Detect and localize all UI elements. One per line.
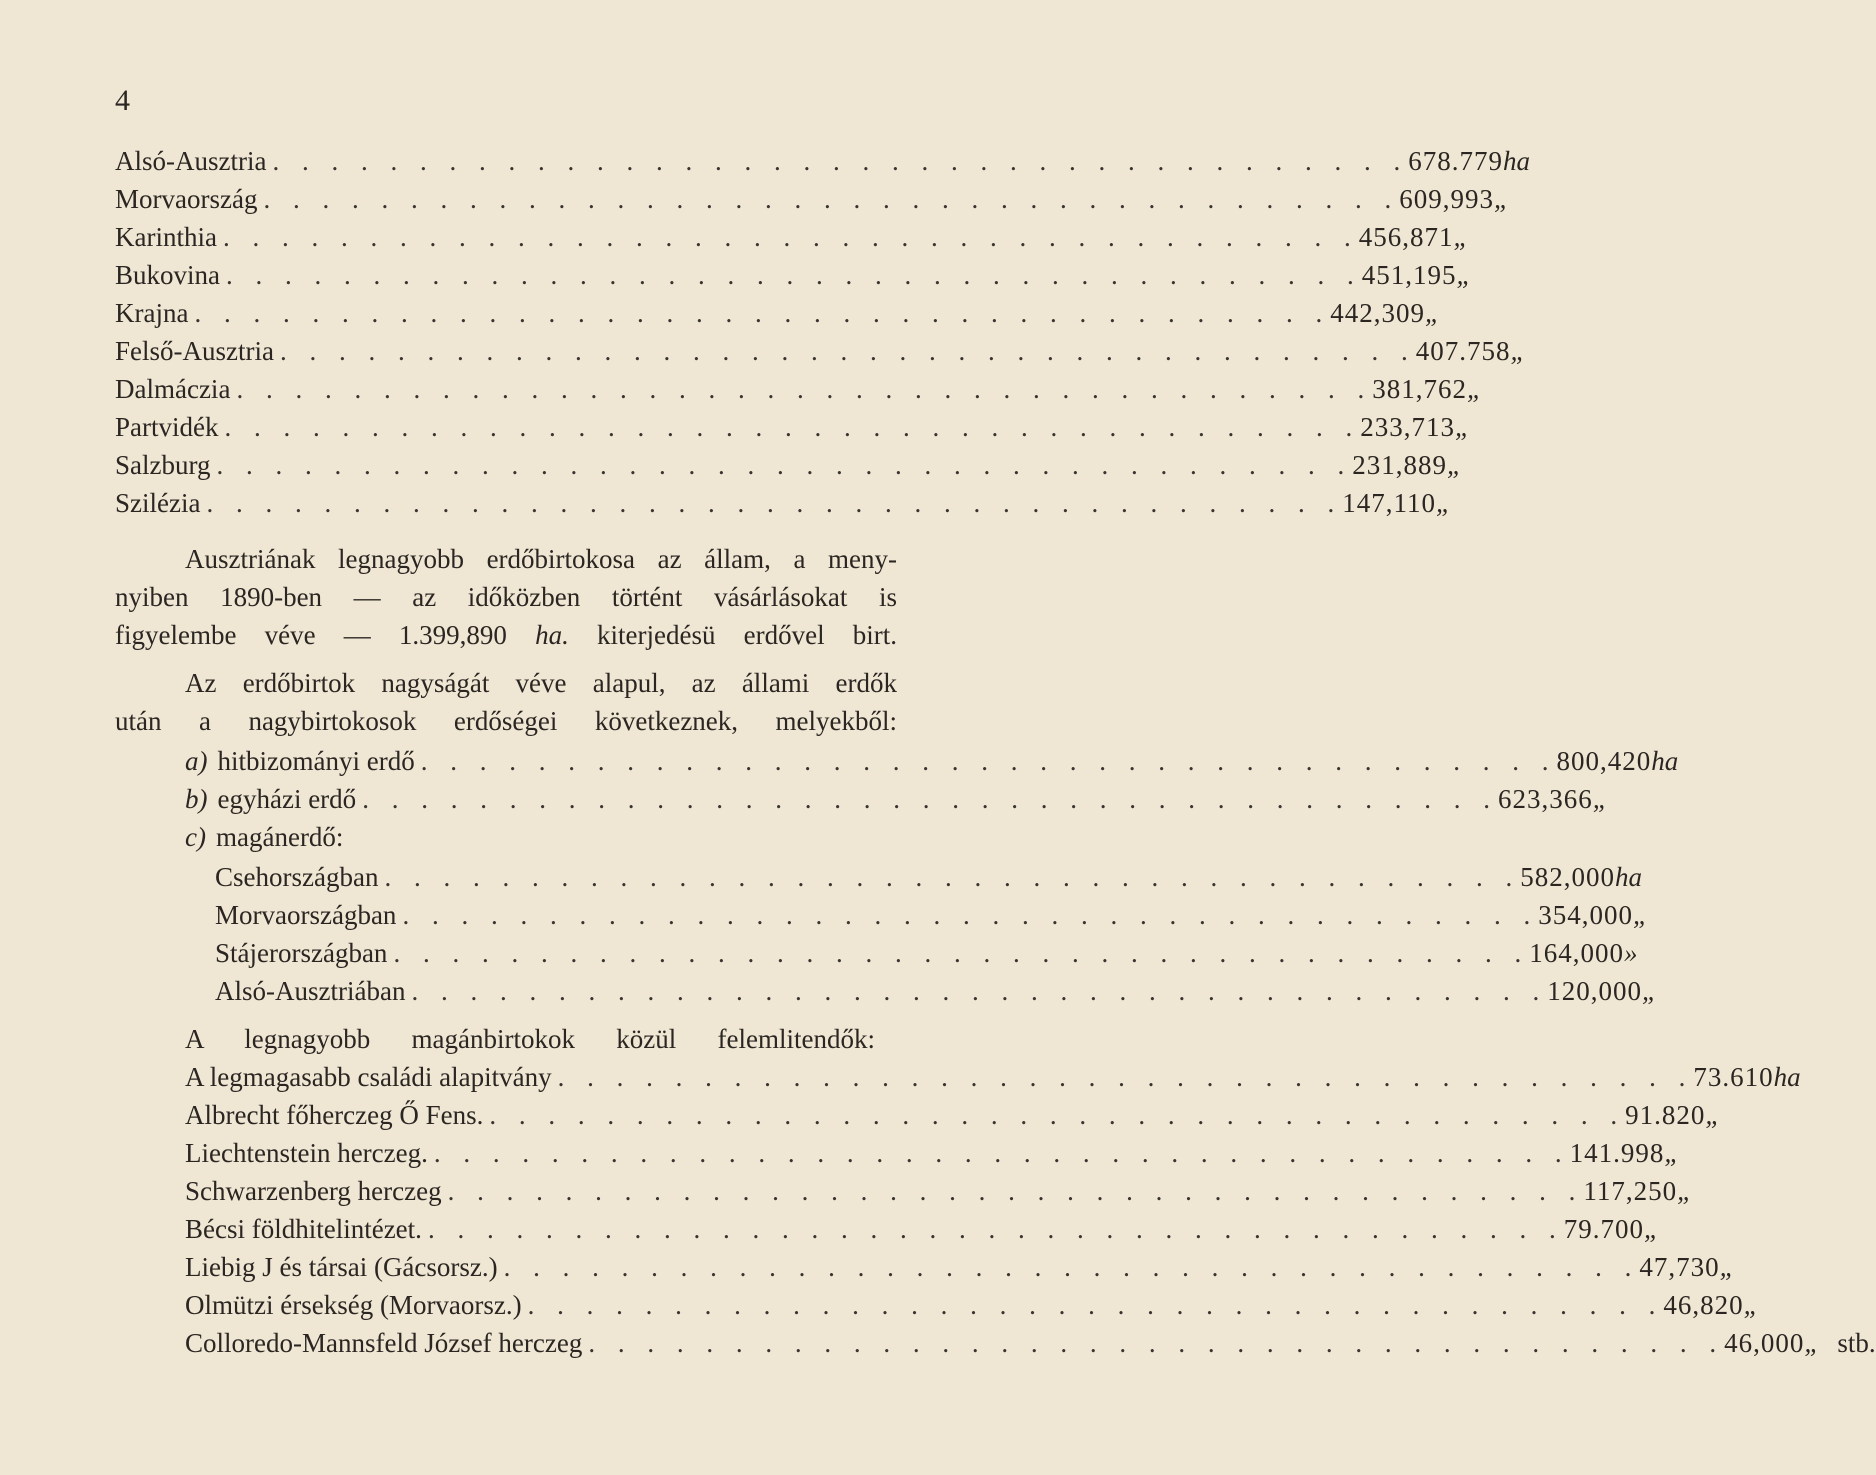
dot-leader: . . . . . . . . . . . . . . . . . . . . . . . . . . . . . . . . . . . . . . . bbox=[489, 1100, 1626, 1130]
estate-row-value: 47,730 bbox=[1639, 1252, 1720, 1282]
estate-row bbox=[185, 1286, 1759, 1324]
region-row bbox=[115, 218, 1469, 256]
dot-leader: . . . . . . . . . . . . . . . . . . . . . . . . . . . . . . . . . . . . . . . bbox=[402, 900, 1539, 930]
private-forest-row bbox=[215, 858, 1642, 896]
estate-row-label: Bécsi földhitelintézet. bbox=[185, 1214, 422, 1244]
dot-leader: . . . . . . . . . . . . . . . . . . . . . . . . . . . . . . . . . . . . . . . bbox=[362, 784, 1498, 814]
paragraph-1-line-3 bbox=[115, 616, 897, 654]
dot-leader: . . . . . . . . . . . . . . . . . . . . . . . . . . . . . . . . . . . . . . . bbox=[216, 450, 1353, 480]
category-row-marker: c) bbox=[185, 822, 206, 852]
estate-row-value: 46,000 bbox=[1724, 1328, 1805, 1358]
region-row-label: Dalmáczia bbox=[115, 374, 231, 404]
category-row-label: hitbizományi erdő bbox=[217, 746, 415, 776]
private-forest-row-unit: „ bbox=[1641, 976, 1657, 1006]
dot-leader: . . . . . . . . . . . . . . . . . . . . . . . . . . . . . . . . . . . . . . . bbox=[427, 1214, 1564, 1244]
private-forest-row-label: Stájerországban bbox=[215, 938, 388, 968]
region-row-label: Felső-Ausztria bbox=[115, 336, 274, 366]
estate-row bbox=[185, 1210, 1659, 1248]
region-row-value: 231,889 bbox=[1352, 450, 1447, 480]
region-row-label: Karinthia bbox=[115, 222, 217, 252]
estate-row-unit: „ bbox=[1719, 1252, 1735, 1282]
private-forest-row-value: 120,000 bbox=[1547, 976, 1642, 1006]
category-row-unit: ha bbox=[1651, 746, 1679, 776]
estate-row-unit: „ bbox=[1664, 1138, 1680, 1168]
category-row bbox=[185, 818, 905, 856]
region-row-label: Alsó-Ausztria bbox=[115, 146, 267, 176]
dot-leader: . . . . . . . . . . . . . . . . . . . . . . . . . . . . . . . . . . . . . . . bbox=[272, 146, 1409, 176]
estate-row-value: 117,250 bbox=[1583, 1176, 1678, 1206]
region-row-unit: „ bbox=[1456, 260, 1472, 290]
region-row-value: 451,195 bbox=[1361, 260, 1457, 290]
region-row-value: 147,110 bbox=[1342, 488, 1436, 518]
region-row bbox=[115, 142, 1530, 180]
dot-leader: . . . . . . . . . . . . . . . . . . . . . . . . . . . . . . . . . . . . . . . bbox=[226, 260, 1362, 290]
region-row-value: 678.779 bbox=[1408, 146, 1503, 176]
category-row-label: magánerdő: bbox=[215, 822, 344, 852]
estate-row-value: 73.610 bbox=[1693, 1062, 1774, 1092]
paragraph-2-line-2: után a nagybirtokosok erdőségei következnek, melyekből: bbox=[115, 706, 897, 736]
region-row-unit: „ bbox=[1510, 336, 1526, 366]
estate-row-unit: „ bbox=[1743, 1290, 1759, 1320]
region-row-unit: „ bbox=[1454, 412, 1471, 442]
dot-leader: . . . . . . . . . . . . . . . . . . . . . . . . . . . . . . . . . . . . . . . bbox=[503, 1252, 1640, 1282]
estate-row-value: 141.998 bbox=[1569, 1138, 1665, 1168]
estate-row-label: Olmützi érsekség (Morvaorsz.) bbox=[185, 1290, 522, 1320]
dot-leader: . . . . . . . . . . . . . . . . . . . . . . . . . . . . . . . . . . . . . . . bbox=[279, 336, 1416, 366]
estate-row-unit: „ bbox=[1677, 1176, 1693, 1206]
estate-row-label: Colloredo-Mannsfeld József herczeg bbox=[185, 1328, 583, 1358]
estate-row bbox=[185, 1172, 1693, 1210]
dot-leader: . . . . . . . . . . . . . . . . . . . . . . . . . . . . . . . . . . . . . . . bbox=[224, 412, 1361, 442]
estate-row bbox=[185, 1248, 1735, 1286]
estate-row-value: 91.820 bbox=[1625, 1100, 1706, 1130]
estate-row-label: Liebig J és társai (Gácsorsz.) bbox=[185, 1252, 498, 1282]
estates-heading: A legnagyobb magánbirtokok közül felemlitendők: bbox=[185, 1024, 875, 1054]
estate-row-unit: „ bbox=[1804, 1328, 1820, 1358]
private-forest-row-value: 582,000 bbox=[1520, 862, 1615, 892]
region-row-unit: „ bbox=[1435, 488, 1451, 518]
paragraph-1-line-2: nyiben 1890-ben — az időközben történt vásárlásokat is bbox=[115, 582, 897, 612]
category-row-unit: „ bbox=[1592, 784, 1608, 814]
category-row-value: 623,366 bbox=[1497, 784, 1593, 814]
region-row bbox=[115, 294, 1440, 332]
paragraph-1-line-1: Ausztriának legnagyobb erdőbirtokosa az állam, a meny- bbox=[185, 544, 897, 574]
region-row bbox=[115, 446, 1463, 484]
region-row-unit: „ bbox=[1466, 374, 1482, 404]
estate-row-label: Albrecht főherczeg Ő Fens. bbox=[185, 1100, 484, 1130]
category-row-label: egyházi erdő bbox=[217, 784, 357, 814]
dot-leader: . . . . . . . . . . . . . . . . . . . . . . . . . . . . . . . . . . . . . . . bbox=[236, 374, 1373, 404]
region-row-value: 442,309 bbox=[1330, 298, 1425, 328]
region-row-label: Bukovina bbox=[115, 260, 220, 290]
paragraph-2-line-1: Az erdőbirtok nagyságát véve alapul, az állami erdők bbox=[185, 668, 897, 698]
region-row-label: Salzburg bbox=[115, 450, 211, 480]
dot-leader: . . . . . . . . . . . . . . . . . . . . . . . . . . . . . . . . . . . . . . . bbox=[433, 1138, 1570, 1168]
dot-leader: . . . . . . . . . . . . . . . . . . . . . . . . . . . . . . . . . . . . . . . bbox=[384, 862, 1521, 892]
region-row bbox=[115, 370, 1482, 408]
estate-row bbox=[185, 1058, 1801, 1096]
dot-leader: . . . . . . . . . . . . . . . . . . . . . . . . . . . . . . . . . . . . . . . bbox=[447, 1176, 1584, 1206]
private-forest-row-label: Alsó-Ausztriában bbox=[215, 976, 406, 1006]
dot-leader: . . . . . . . . . . . . . . . . . . . . . . . . . . . . . . . . . . . . . . . bbox=[588, 1328, 1725, 1358]
estate-row-label: Liechtenstein herczeg. bbox=[185, 1138, 428, 1168]
private-forest-row-unit: » bbox=[1623, 938, 1638, 968]
estate-row-value: 79.700 bbox=[1563, 1214, 1644, 1244]
estate-row-extra: stb. bbox=[1837, 1328, 1876, 1358]
region-row bbox=[115, 332, 1526, 370]
private-forest-row-unit: ha bbox=[1614, 862, 1642, 892]
estate-row bbox=[185, 1324, 1876, 1362]
category-row bbox=[185, 780, 1608, 818]
category-row-marker: a) bbox=[185, 746, 208, 776]
dot-leader: . . . . . . . . . . . . . . . . . . . . . . . . . . . . . . . . . . . . . . . bbox=[222, 222, 1359, 252]
estate-row-unit: ha bbox=[1773, 1062, 1801, 1092]
estate-row-label: Schwarzenberg herczeg bbox=[185, 1176, 442, 1206]
paragraph-1-line-3-end: kiterjedésü erdővel birt. bbox=[568, 620, 897, 650]
private-forest-row bbox=[215, 934, 1638, 972]
page-number: 4 bbox=[115, 84, 130, 117]
dot-leader: . . . . . . . . . . . . . . . . . . . . . . . . . . . . . . . . . . . . . . . bbox=[527, 1290, 1664, 1320]
dot-leader: . . . . . . . . . . . . . . . . . . . . . . . . . . . . . . . . . . . . . . . bbox=[263, 184, 1400, 214]
category-row-marker: b) bbox=[185, 784, 208, 814]
region-row-label: Krajna bbox=[115, 298, 189, 328]
region-row-value: 233,713 bbox=[1360, 412, 1455, 442]
estate-row bbox=[185, 1096, 1721, 1134]
private-forest-row-value: 164,000 bbox=[1529, 938, 1624, 968]
region-row bbox=[115, 408, 1471, 446]
category-row-value: 800,420 bbox=[1556, 746, 1652, 776]
region-row-value: 456,871 bbox=[1358, 222, 1454, 252]
region-row-label: Szilézia bbox=[115, 488, 201, 518]
estate-row bbox=[185, 1134, 1680, 1172]
paragraph-1-unit: ha. bbox=[535, 620, 569, 650]
dot-leader: . . . . . . . . . . . . . . . . . . . . . . . . . . . . . . . . . . . . . . . bbox=[420, 746, 1557, 776]
estate-row-unit: „ bbox=[1705, 1100, 1721, 1130]
dot-leader: . . . . . . . . . . . . . . . . . . . . . . . . . . . . . . . . . . . . . . . bbox=[194, 298, 1331, 328]
category-row bbox=[185, 742, 1679, 780]
region-row-value: 407.758 bbox=[1415, 336, 1511, 366]
region-row-unit: „ bbox=[1453, 222, 1469, 252]
region-row-unit: „ bbox=[1447, 450, 1463, 480]
estate-row-unit: „ bbox=[1643, 1214, 1659, 1244]
private-forest-row-label: Morvaországban bbox=[215, 900, 397, 930]
region-row-label: Partvidék bbox=[115, 412, 219, 442]
region-row bbox=[115, 256, 1472, 294]
private-forest-row-value: 354,000 bbox=[1538, 900, 1633, 930]
region-row-label: Morvaország bbox=[115, 184, 258, 214]
private-forest-row bbox=[215, 972, 1657, 1010]
private-forest-row-unit: „ bbox=[1632, 900, 1648, 930]
region-row bbox=[115, 180, 1509, 218]
private-forest-row-label: Csehországban bbox=[215, 862, 379, 892]
dot-leader: . . . . . . . . . . . . . . . . . . . . . . . . . . . . . . . . . . . . . . . bbox=[411, 976, 1548, 1006]
private-forest-row bbox=[215, 896, 1648, 934]
region-row-unit: ha bbox=[1502, 146, 1530, 176]
dot-leader: . . . . . . . . . . . . . . . . . . . . . . . . . . . . . . . . . . . . . . . bbox=[206, 488, 1343, 518]
paragraph-1-line-3-text: figyelembe véve — 1.399,890 bbox=[115, 620, 536, 650]
estate-row-value: 46,820 bbox=[1663, 1290, 1744, 1320]
region-row-unit: „ bbox=[1424, 298, 1440, 328]
dot-leader: . . . . . . . . . . . . . . . . . . . . . . . . . . . . . . . . . . . . . . . bbox=[557, 1062, 1694, 1092]
region-row-value: 609,993 bbox=[1399, 184, 1494, 214]
region-row-unit: „ bbox=[1493, 184, 1509, 214]
dot-leader: . . . . . . . . . . . . . . . . . . . . . . . . . . . . . . . . . . . . . . . bbox=[393, 938, 1530, 968]
region-row-value: 381,762 bbox=[1372, 374, 1467, 404]
estate-row-label: A legmagasabb családi alapitvány bbox=[185, 1062, 552, 1092]
region-row bbox=[115, 484, 1451, 522]
